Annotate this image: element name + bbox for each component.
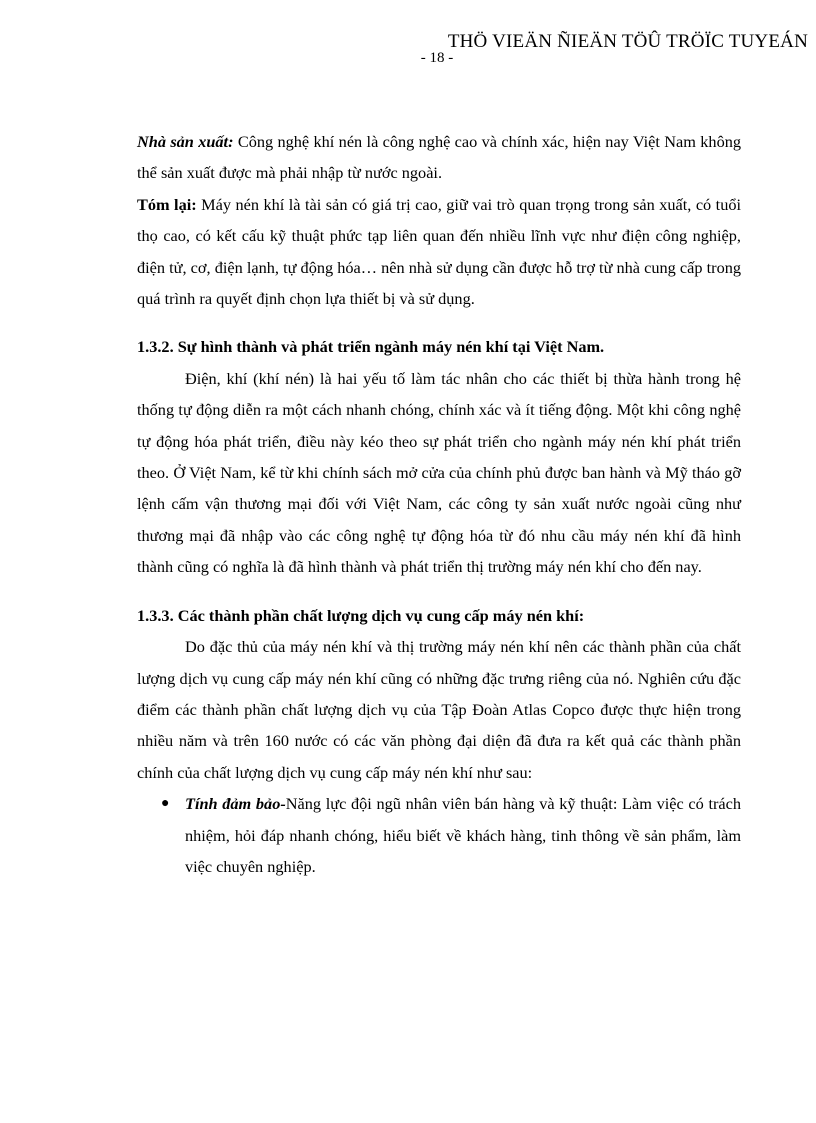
section-heading-1-3-3: 1.3.3. Các thành phần chất lượng dịch vụ cung cấp máy nén khí:: [137, 605, 585, 625]
bullet-label: Tính đảm bảo-: [185, 794, 286, 814]
manufacturer-paragraph: [137, 126, 741, 189]
page-number: - 18 -: [420, 50, 454, 66]
list-item: [137, 788, 741, 882]
bullet-icon: ●: [161, 796, 170, 812]
header-title: THÖ VIEÄN ÑIEÄN TÖÛ TRÖÏC TUYEÁN: [447, 31, 808, 52]
section-body-1-3-3: Do đặc thủ của máy nén khí và thị trường máy nén khí nên các thành phần của chất lượng dịch vụ cung cấp máy nén khí cũng có những đặc trưng riêng của nó. Nghiên cứu đặc điểm các thành phần chất lượng dịch vụ của Tập Đoàn Atlas Copco được thực hiện trong nhiều năm và trên 160 nước có các văn phòng đại diện đã đưa ra kết quả các thành phần chính của chất lượng dịch vụ cung cấp máy nén khí như sau:: [137, 637, 741, 782]
section-body-1-3-2: Điện, khí (khí nén) là hai yếu tố làm tác nhân cho các thiết bị thừa hành trong hệ thống tự động diễn ra một cách nhanh chóng, chính xác và ít tiếng động. Một khi công nghệ tự động hóa phát triển, điều này kéo theo sự phát triển cho ngành máy nén khí phát triển theo. Ở Việt Nam, kể từ khi chính sách mở cửa của chính phủ được ban hành và Mỹ tháo gỡ lệnh cấm vận thương mại đối với Việt Nam, các công ty sản xuất nước ngoài cũng như thương mại đã nhập vào các công nghệ tự động hóa từ đó nhu cầu máy nén khí đã hình thành cũng có nghĩa là đã hình thành và phát triển thị trường máy nén khí cho đến nay.: [137, 368, 741, 577]
summary-label: Tóm lại:: [137, 194, 197, 214]
bullet-text: Năng lực đội ngũ nhân viên bán hàng và kỹ thuật: Làm việc có trách nhiệm, hỏi đáp nhanh chóng, hiểu biết về khách hàng, tinh thông về sản phẩm, làm việc chuyên nghiệp.: [185, 794, 741, 876]
summary-text: Máy nén khí là tài sản có giá trị cao, giữ vai trò quan trọng trong sản xuất, có tuổi thọ cao, có kết cấu kỹ thuật phức tạp liên quan đến nhiều lĩnh vực như điện công nghiệp, điện tử, cơ, điện lạnh, tự động hóa… nên nhà sử dụng cần được hỗ trợ từ nhà cung cấp trong quá trình ra quyết định chọn lựa thiết bị và sử dụng.: [137, 194, 742, 309]
section-heading-1-3-2: 1.3.2. Sự hình thành và phát triển ngành máy nén khí tại Việt Nam.: [137, 337, 605, 357]
summary-paragraph: [137, 189, 741, 315]
manufacturer-label: Nhà sản xuất:: [137, 132, 234, 151]
document-body: [137, 126, 741, 882]
manufacturer-text: Công nghệ khí nén là công nghệ cao và chính xác, hiện nay Việt Nam không thể sản xuất được mà phải nhập từ nước ngoài.: [137, 132, 741, 183]
